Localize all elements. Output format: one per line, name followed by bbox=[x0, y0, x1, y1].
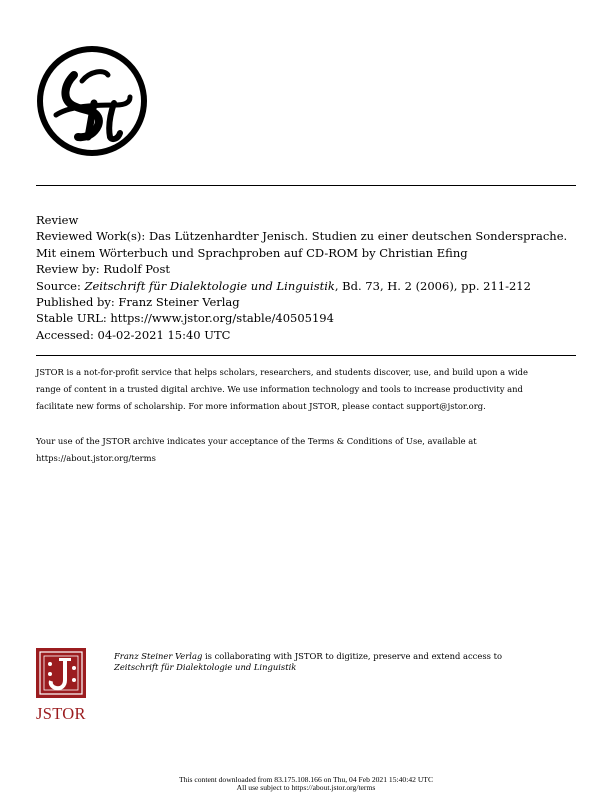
review-by: Review by: Rudolf Post bbox=[36, 262, 171, 277]
disclaimer-line: range of content in a trusted digital archive. We use information technology and tools to increase productivity and bbox=[36, 384, 523, 395]
source: Source: Zeitschrift für Dialektologie und Linguistik, Bd. 73, H. 2 (2006), pp. 211-212 bbox=[36, 278, 531, 293]
terms-link[interactable]: https://about.jstor.org/terms bbox=[36, 452, 156, 463]
jstor-emblem-icon bbox=[36, 648, 86, 698]
source-journal: Zeitschrift für Dialektologie und Linguistik bbox=[84, 278, 335, 293]
middle-divider bbox=[36, 355, 576, 356]
jstor-logo bbox=[36, 648, 88, 723]
terms-notice: Your use of the JSTOR archive indicates your acceptance of the Terms & Conditions of Use, available at bbox=[36, 435, 477, 446]
collab-publisher: Franz Steiner Verlag bbox=[114, 651, 203, 661]
stable-url: Stable URL: https://www.jstor.org/stable/40505194 bbox=[36, 311, 334, 326]
collab-journal: Zeitschrift für Dialektologie und Linguistik bbox=[114, 662, 297, 672]
top-divider bbox=[36, 185, 576, 186]
stable-url-link[interactable]: https://www.jstor.org/stable/40505194 bbox=[110, 311, 334, 326]
disclaimer-line: JSTOR is a not-for-profit service that helps scholars, researchers, and students discover, use, and build upon a wide bbox=[36, 367, 529, 377]
footer-download-info: This content downloaded from 83.175.108.166 on Thu, 04 Feb 2021 15:40:42 UTC bbox=[178, 775, 434, 784]
jstor-wordmark: JSTOR bbox=[36, 704, 86, 723]
jstor-disclaimer bbox=[36, 364, 576, 467]
review-type: Review bbox=[36, 213, 79, 227]
citation-block bbox=[36, 212, 576, 343]
reviewed-works-line-1: Reviewed Work(s): Das Lützenhardter Jenisch. Studien zu einer deutschen Sondersprache. bbox=[36, 229, 568, 244]
published-by: Published by: Franz Steiner Verlag bbox=[36, 295, 240, 310]
disclaimer-line: facilitate new forms of scholarship. For more information about JSTOR, please contact support@jstor.org. bbox=[36, 401, 486, 412]
steiner-monogram-icon bbox=[34, 45, 150, 157]
accessed: Accessed: 04-02-2021 15:40 UTC bbox=[36, 327, 231, 342]
download-footer bbox=[0, 776, 612, 793]
collaboration-notice: Franz Steiner Verlag is collaborating with JSTOR to digitize, preserve and extend access to Zeitschrift für Dialektologie und Linguistik bbox=[114, 651, 502, 672]
reviewed-works-line-2: Mit einem Wörterbuch und Sprachproben auf CD-ROM by Christian Efing bbox=[36, 245, 468, 260]
footer-terms[interactable]: All use subject to https://about.jstor.org/terms bbox=[236, 783, 376, 793]
